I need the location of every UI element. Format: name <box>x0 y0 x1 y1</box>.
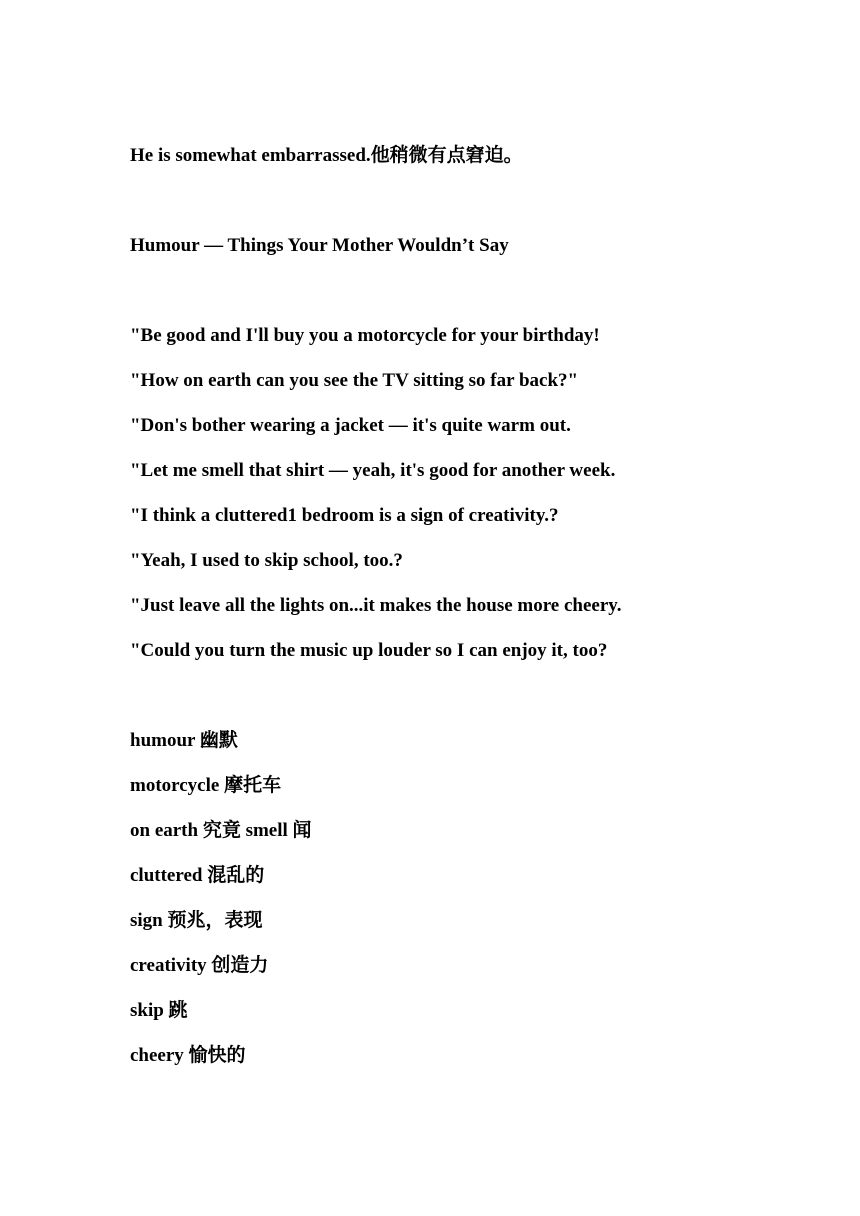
quote-line: "I think a cluttered1 bedroom is a sign of creativity.? <box>130 505 559 526</box>
quote-line: "Could you turn the music up louder so I can enjoy it, too? <box>130 640 608 661</box>
vocab-item: creativity 创造力 <box>130 955 269 976</box>
intro-sentence: He is somewhat embarrassed.他稍微有点窘迫。 <box>130 145 523 166</box>
vocab-item: sign 预兆，表现 <box>130 910 263 931</box>
quote-line: "How on earth can you see the TV sitting so far back?" <box>130 370 579 391</box>
vocab-item: cluttered 混乱的 <box>130 865 265 886</box>
quote-line: "Just leave all the lights on...it makes the house more cheery. <box>130 595 622 616</box>
quote-line: "Be good and I'll buy you a motorcycle for your birthday! <box>130 325 600 346</box>
quote-line: "Don's bother wearing a jacket — it's quite warm out. <box>130 415 571 436</box>
vocab-item: on earth 究竟 smell 闻 <box>130 820 312 841</box>
vocab-item: humour 幽默 <box>130 730 238 751</box>
vocab-item: cheery 愉快的 <box>130 1045 246 1066</box>
article-title: Humour — Things Your Mother Wouldn’t Say <box>130 235 509 256</box>
quote-line: "Let me smell that shirt — yeah, it's good for another week. <box>130 460 616 481</box>
vocab-item: skip 跳 <box>130 1000 188 1021</box>
vocab-item: motorcycle 摩托车 <box>130 775 282 796</box>
quote-line: "Yeah, I used to skip school, too.? <box>130 550 403 571</box>
